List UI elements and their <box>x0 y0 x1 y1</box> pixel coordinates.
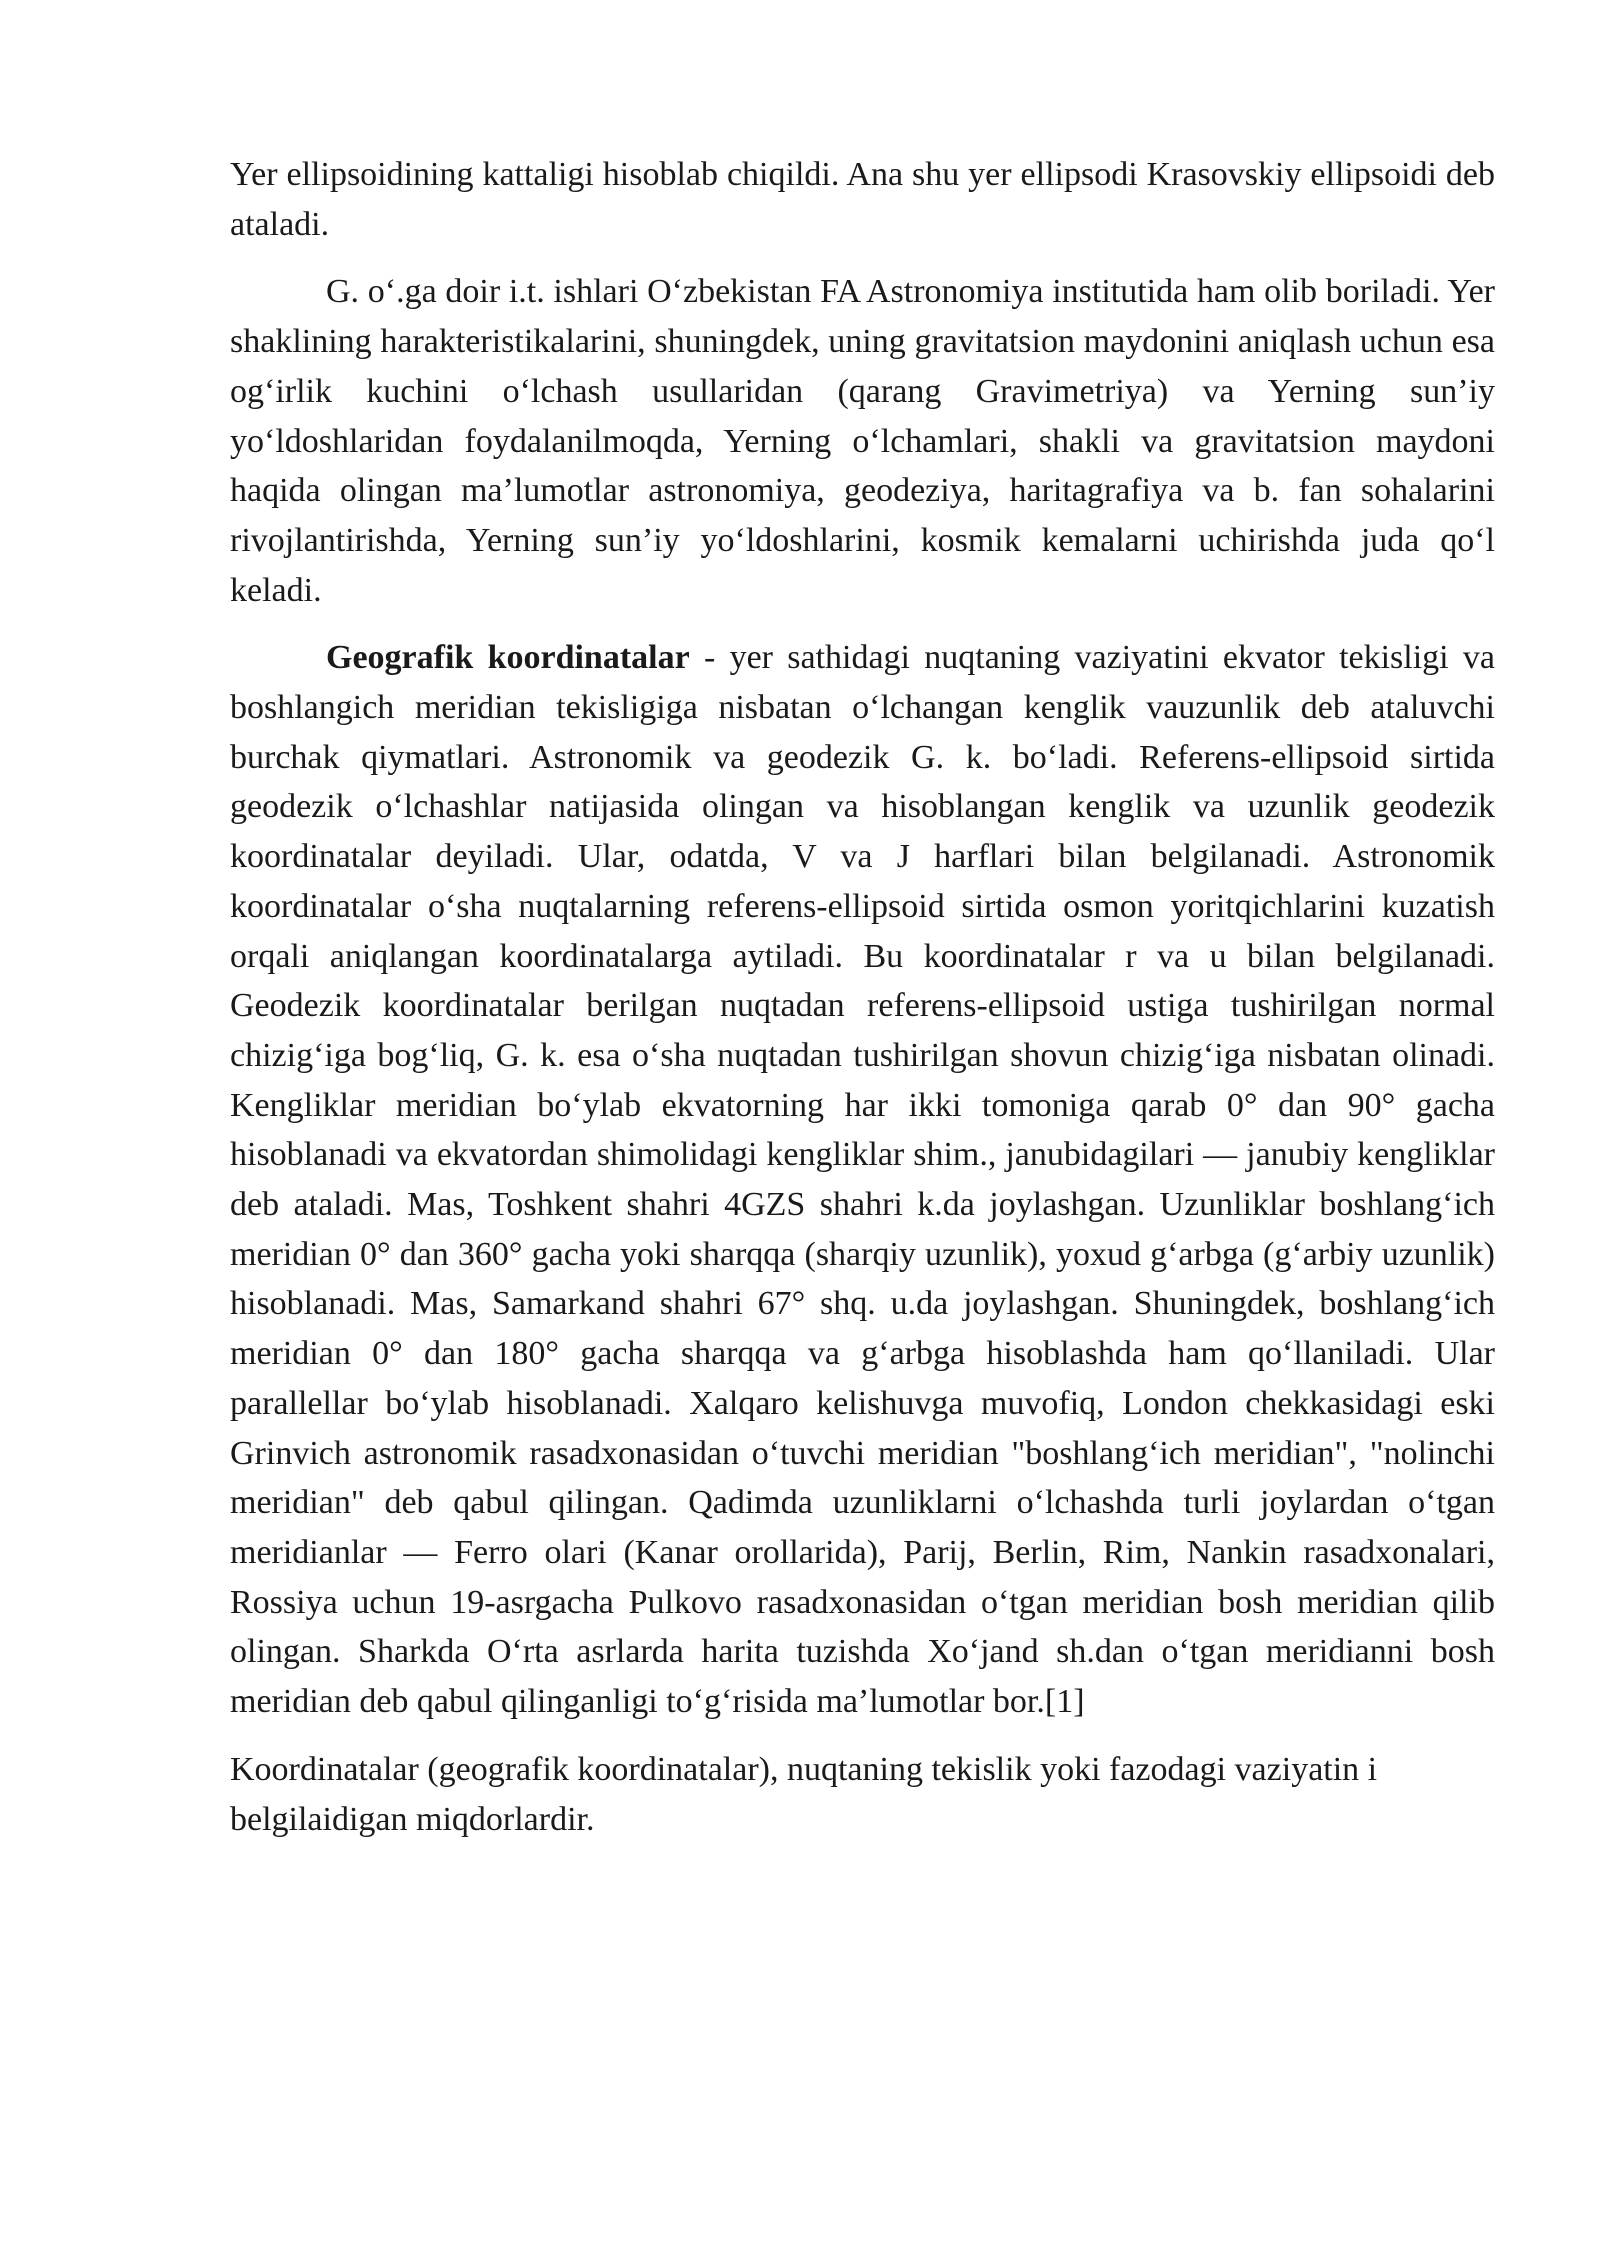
paragraph-krasovskiy-ellipsoid: Yer ellipsoidining kattaligi hisoblab chiqildi. Ana shu yer ellipsodi Krasovskiy ellipsoidi deb ataladi. <box>230 156 1495 243</box>
paragraph-geographic-coordinates-body: - yer sathidagi nuqtaning vaziyatini ekvator tekisligi va boshlangich meridian tekisligiga nisbatan o‘lchangan kenglik vauzunlik deb ataluvchi burchak qiymatlari. Astronomik va geodezik G. k. bo‘ladi. Referens-ellipsoid sirtida geodezik o‘lchashlar natijasida olingan va hisoblangan kenglik va uzunlik geodezik koordinatalar deyiladi. Ular, odatda, V va J harflari bilan belgilanadi. Astronomik koordinatalar o‘sha nuqtalarning referens-ellipsoid sirtida osmon yoritqichlarini kuzatish orqali aniqlangan koordinatalarga aytiladi. Bu koordinatalar r va u bilan belgilanadi. Geodezik koordinatalar berilgan nuqtadan referens-ellipsoid ustiga tushirilgan normal chizig‘iga bog‘liq, G. k. esa o‘sha nuqtadan tushirilgan shovun chizig‘iga nisbatan olinadi. Kengliklar meridian bo‘ylab ekvatorning har ikki tomoniga qarab 0° dan 90° gacha hisoblanadi va ekvatordan shimolidagi kengliklar shim., janubidagilari — janubiy kengliklar deb ataladi. Mas, Toshkent shahri 4GZS shahri k.da joylashgan. Uzunliklar boshlang‘ich meridian 0° dan 360° gacha yoki sharqqa (sharqiy uzunlik), yoxud g‘arbga (g‘arbiy uzunlik) hisoblanadi. Mas, Samarkand shahri 67° shq. u.da joylashgan. Shuningdek, boshlang‘ich meridian 0° dan 180° gacha sharqqa va g‘arbga hisoblashda ham qo‘llaniladi. Ular parallellar bo‘ylab hisoblanadi. Xalqaro kelishuvga muvofiq, London chekkasidagi eski Grinvich astronomik rasadxonasidan o‘tuvchi meridian "boshlang‘ich meridian", "nolinchi meridian" deb qabul qilingan. Qadimda uzunliklarni o‘lchashda turli joylardan o‘tgan meridianlar — Ferro olari (Kanar orollarida), Parij, Berlin, Rim, Nankin rasadxonalari, Rossiya uchun 19-asrgacha Pulkovo rasadxonasidan o‘tgan meridian bosh meridian qilib olingan. Sharkda O‘rta asrlarda harita tuzishda Xo‘jand sh.dan o‘tgan meridianni bosh meridian deb qabul qilinganligi to‘g‘risida ma’lumotlar bor.[1] <box>230 639 1495 1721</box>
document-page <box>230 150 1495 1862</box>
paragraph-astronomy-institute: G. o‘.ga doir i.t. ishlari O‘zbekistan FA Astronomiya institutida ham olib boriladi. Yer shaklining harakteristikalarini, shuningdek, uning gravitatsion maydonini aniqlash uchun esa og‘irlik kuchini o‘lchash usullaridan (qarang Gravimetriya) va Yerning sun’iy yo‘ldoshlaridan foydalanilmoqda, Yerning o‘lchamlari, shakli va gravitatsion maydoni haqida olingan ma’lumotlar astronomiya, geodeziya, haritagrafiya va b. fan sohalarini rivojlantirishda, Yerning sun’iy yo‘ldoshlarini, kosmik kemalarni uchirishda juda qo‘l keladi. <box>230 273 1495 609</box>
paragraph-coordinates-definition: Koordinatalar (geografik koordinatalar), nuqtaning tekislik yoki fazodagi vaziyatin i belgilaidigan miqdorlardir. <box>230 1750 1378 1838</box>
paragraph-geographic-coordinates <box>230 633 1495 1726</box>
term-geografik-koordinatalar: Geografik koordinatalar <box>326 639 690 677</box>
